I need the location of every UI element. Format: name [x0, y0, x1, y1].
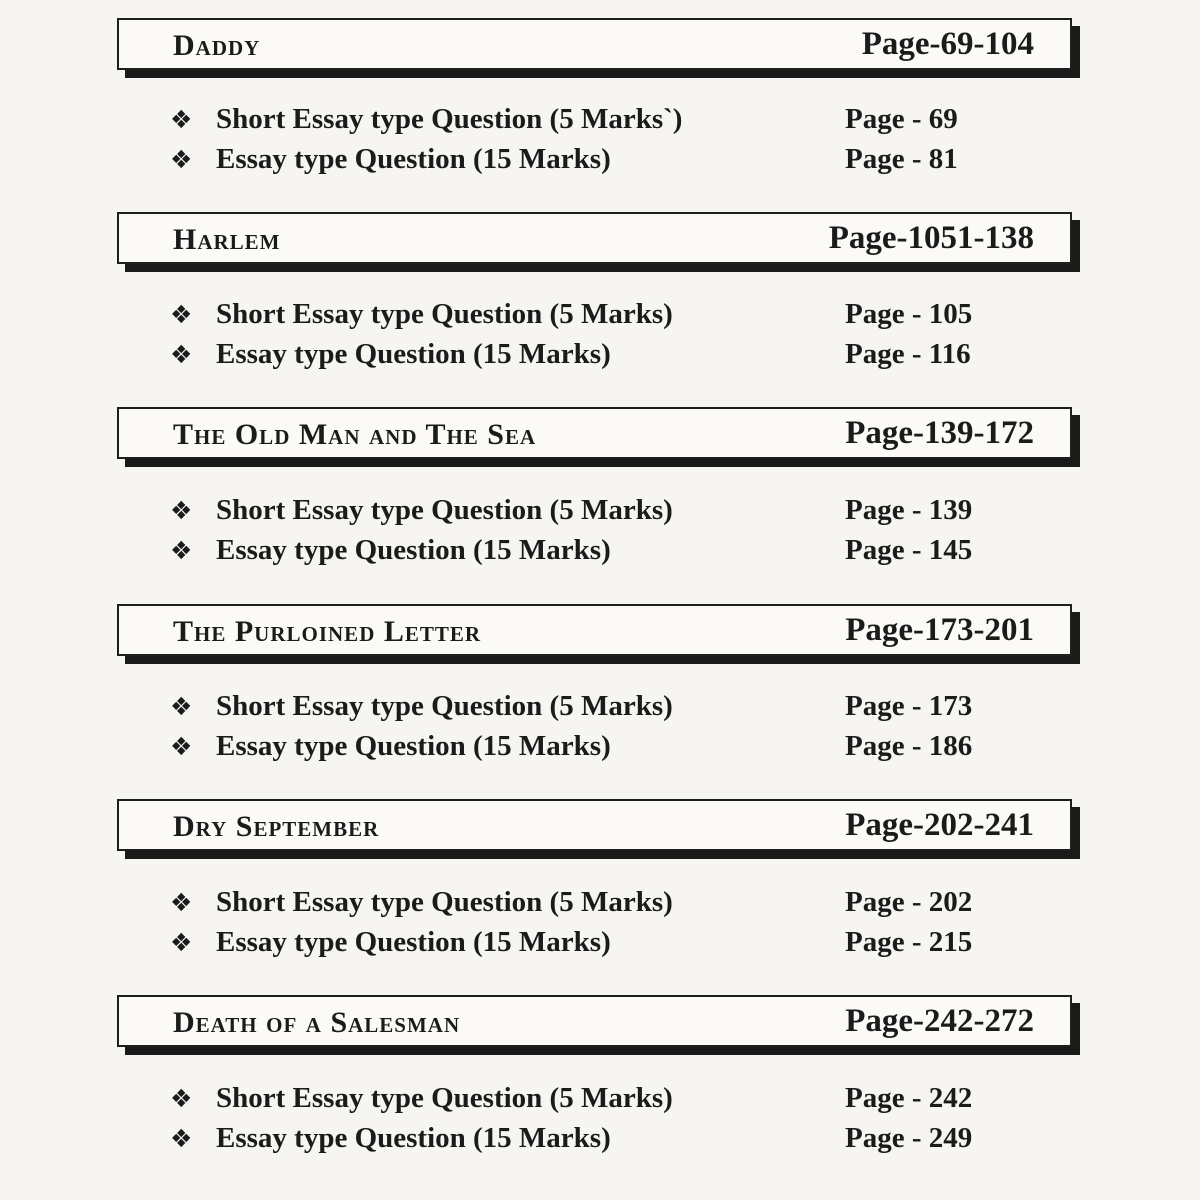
item-label: Essay type Question (15 Marks) [216, 730, 611, 762]
section-title: Death of a Salesman [173, 1006, 461, 1039]
diamond-bullet-icon: ❖ [170, 928, 193, 957]
list-item [170, 338, 1070, 378]
section-title: The Purloined Letter [173, 615, 482, 648]
item-label: Essay type Question (15 Marks) [216, 926, 611, 958]
item-page: Page - 215 [845, 926, 973, 958]
diamond-bullet-icon: ❖ [170, 1084, 193, 1113]
section-page-range: Page-69-104 [861, 26, 1034, 62]
section-title: Harlem [173, 223, 281, 256]
section-death-of-a-salesman [0, 995, 1200, 1185]
list-item [170, 494, 1070, 534]
diamond-bullet-icon: ❖ [170, 496, 193, 525]
item-page: Page - 249 [845, 1122, 973, 1154]
diamond-bullet-icon: ❖ [170, 692, 193, 721]
list-item [170, 1122, 1070, 1162]
section-page-range: Page-242-272 [845, 1003, 1034, 1039]
section-dry-september [0, 799, 1200, 989]
item-page: Page - 81 [845, 143, 958, 175]
item-page: Page - 242 [845, 1082, 973, 1114]
section-title-box [117, 407, 1072, 459]
diamond-bullet-icon: ❖ [170, 145, 193, 174]
section-harlem [0, 212, 1200, 402]
item-page: Page - 105 [845, 298, 973, 330]
section-title-box [117, 995, 1072, 1047]
section-page-range: Page-173-201 [845, 612, 1034, 648]
diamond-bullet-icon: ❖ [170, 105, 193, 134]
section-title-box [117, 604, 1072, 656]
diamond-bullet-icon: ❖ [170, 340, 193, 369]
list-item [170, 886, 1070, 926]
item-label: Short Essay type Question (5 Marks`) [216, 103, 683, 135]
diamond-bullet-icon: ❖ [170, 888, 193, 917]
item-page: Page - 139 [845, 494, 973, 526]
section-title-box [117, 799, 1072, 851]
item-label: Essay type Question (15 Marks) [216, 1122, 611, 1154]
diamond-bullet-icon: ❖ [170, 300, 193, 329]
section-title-box [117, 18, 1072, 70]
section-title: The Old Man and The Sea [173, 418, 537, 451]
list-item [170, 926, 1070, 966]
list-item [170, 298, 1070, 338]
section-daddy [0, 18, 1200, 208]
section-title: Daddy [173, 29, 261, 62]
item-page: Page - 145 [845, 534, 973, 566]
item-label: Essay type Question (15 Marks) [216, 143, 611, 175]
item-page: Page - 186 [845, 730, 973, 762]
item-label: Short Essay type Question (5 Marks) [216, 690, 673, 722]
diamond-bullet-icon: ❖ [170, 1124, 193, 1153]
list-item [170, 690, 1070, 730]
section-page-range: Page-139-172 [845, 415, 1034, 451]
item-label: Essay type Question (15 Marks) [216, 338, 611, 370]
item-page: Page - 69 [845, 103, 958, 135]
list-item [170, 730, 1070, 770]
section-page-range: Page-202-241 [845, 807, 1034, 843]
item-label: Essay type Question (15 Marks) [216, 534, 611, 566]
section-title-box [117, 212, 1072, 264]
item-label: Short Essay type Question (5 Marks) [216, 298, 673, 330]
section-old-man-and-the-sea [0, 407, 1200, 597]
list-item [170, 1082, 1070, 1122]
item-page: Page - 116 [845, 338, 971, 370]
diamond-bullet-icon: ❖ [170, 536, 193, 565]
item-label: Short Essay type Question (5 Marks) [216, 1082, 673, 1114]
section-title: Dry September [173, 810, 380, 843]
list-item [170, 534, 1070, 574]
list-item [170, 143, 1070, 183]
section-page-range: Page-1051-138 [828, 220, 1034, 256]
list-item [170, 103, 1070, 143]
item-page: Page - 173 [845, 690, 973, 722]
item-page: Page - 202 [845, 886, 973, 918]
item-label: Short Essay type Question (5 Marks) [216, 494, 673, 526]
item-label: Short Essay type Question (5 Marks) [216, 886, 673, 918]
diamond-bullet-icon: ❖ [170, 732, 193, 761]
section-purloined-letter [0, 604, 1200, 794]
